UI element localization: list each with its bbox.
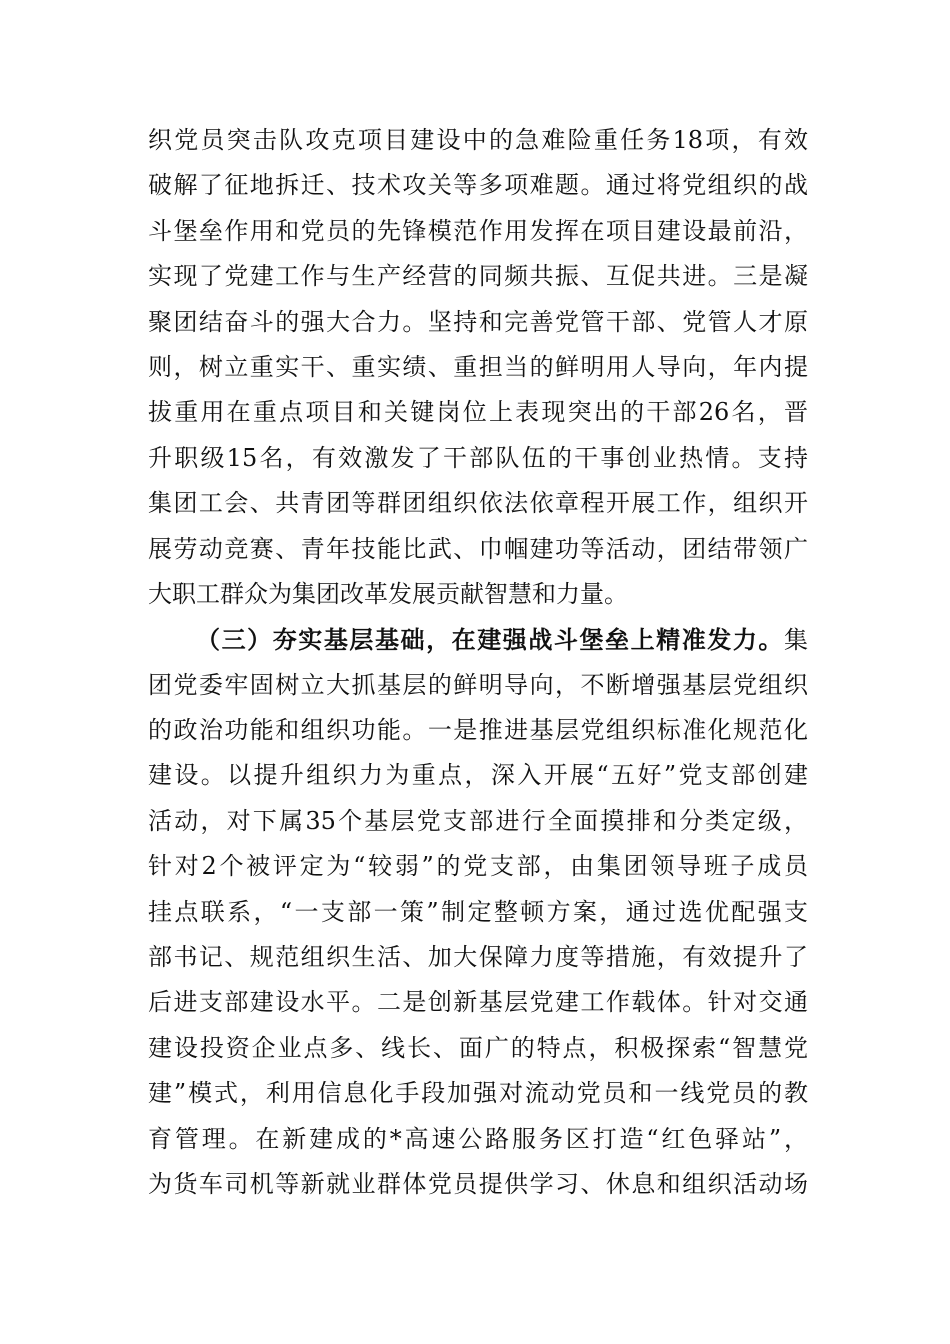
text-line: 展劳动竞赛、青年技能比武、巾帼建功等活动，团结带领广 [148,534,808,563]
text-line: 则，树立重实干、重实绩、重担当的鲜明用人导向，年内提 [148,352,808,381]
text-line: 聚团结奋斗的强大合力。坚持和完善党管干部、党管人才原 [148,307,808,336]
text-line: 拔重用在重点项目和关键岗位上表现突出的干部26名，晋 [148,398,808,427]
text-line: 活动，对下属35个基层党支部进行全面摸排和分类定级， [148,806,808,835]
text-line: 建设。以提升组织力为重点，深入开展“五好”党支部创建 [148,761,808,790]
section-first-line [148,617,808,662]
text-line: 破解了征地拆迁、技术攻关等多项难题。通过将党组织的战 [148,171,808,200]
paragraph-end-line: 大职工群众为集团改革发展贡献智慧和力量。 [148,579,628,608]
text-line: 后进支部建设水平。二是创新基层党建工作载体。针对交通 [148,988,808,1017]
text-line: 织党员突击队攻克项目建设中的急难险重任务18项，有效 [148,126,808,154]
text-line: 针对2个被评定为“较弱”的党支部，由集团领导班子成员 [148,852,808,881]
section-first-line-rest: 集 [784,626,808,655]
text-line: 建”模式，利用信息化手段加强对流动党员和一线党员的教 [148,1079,808,1108]
text-line: 建设投资企业点多、线长、面广的特点，积极探索“智慧党 [148,1033,808,1062]
text-line: 集团工会、共青团等群团组织依法依章程开展工作，组织开 [148,489,808,518]
text-line: 实现了党建工作与生产经营的同频共振、互促共进。三是凝 [148,262,808,291]
section-heading: （三）夯实基层基础，在建强战斗堡垒上精准发力。 [196,625,784,655]
body-text [148,118,808,1207]
text-line: 的政治功能和组织功能。一是推进基层党组织标准化规范化 [148,716,808,745]
text-line: 挂点联系，“一支部一策”制定整顿方案，通过选优配强支 [148,897,808,926]
text-line: 部书记、规范组织生活、加大保障力度等措施，有效提升了 [148,943,808,972]
text-line: 斗堡垒作用和党员的先锋模范作用发挥在项目建设最前沿， [148,216,808,245]
text-line: 团党委牢固树立大抓基层的鲜明导向，不断增强基层党组织 [148,670,808,699]
text-line: 为货车司机等新就业群体党员提供学习、休息和组织活动场 [148,1169,808,1198]
text-line: 育管理。在新建成的*高速公路服务区打造“红色驿站”， [148,1124,808,1153]
text-line: 升职级15名，有效激发了干部队伍的干事创业热情。支持 [148,443,808,472]
